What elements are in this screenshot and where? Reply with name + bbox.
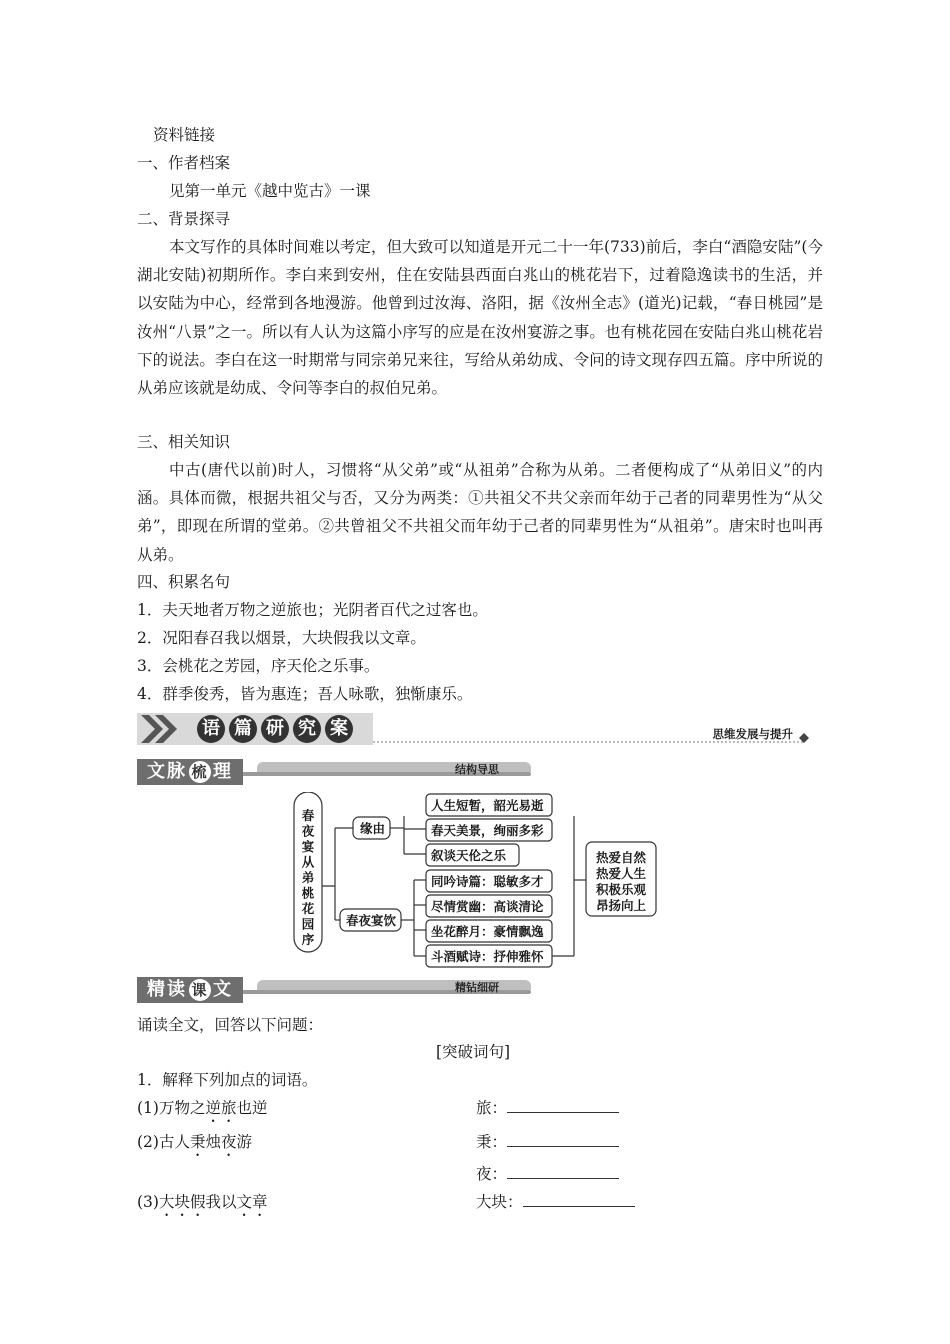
- banner-char: 篇: [229, 715, 257, 743]
- answer-blank[interactable]: [507, 1130, 619, 1147]
- quote-2: 2．况阳春召我以烟景，大块假我以文章。: [137, 629, 426, 647]
- mindmap-root-char: 弟: [301, 870, 315, 885]
- mindmap-summary: 热爱人生: [596, 866, 647, 881]
- banner-char: 语: [197, 715, 225, 743]
- answer-blank[interactable]: [507, 1162, 619, 1179]
- wenmai-post: 理: [213, 761, 233, 782]
- item-2-answer-2: 夜：: [476, 1160, 619, 1188]
- item-2: (2)古人秉烛夜游: [137, 1133, 253, 1151]
- section-title: 资料链接: [153, 126, 216, 144]
- item-3: (3)大块假我以文章: [137, 1193, 268, 1211]
- mindmap-root-char: 宴: [301, 839, 315, 854]
- quote-4: 4．群季俊秀，皆为惠连；吾人咏歌，独惭康乐。: [137, 685, 473, 703]
- mindmap-leaf: 坐花醉月：豪情飘逸: [431, 924, 544, 939]
- mindmap-leaf: 同吟诗篇：聪敏多才: [431, 874, 544, 889]
- jingdu-header: [137, 976, 811, 1004]
- mindmap-leaf: 人生短暂，韶光易逝: [431, 798, 544, 813]
- wenmai-sub: 结构导思: [455, 763, 499, 776]
- mindmap-root-char: 桃: [301, 885, 315, 901]
- mindmap-summary: 积极乐观: [596, 882, 647, 897]
- heading-knowledge: 三、相关知识: [137, 433, 231, 451]
- mindmap-branch-2: 春夜宴饮: [346, 913, 397, 928]
- heading-background: 二、背景探寻: [137, 210, 231, 228]
- jingdu-circle: 课: [189, 979, 211, 1001]
- heading-quotes: 四、积累名句: [137, 573, 231, 591]
- mindmap-boxes: [280, 792, 700, 982]
- mindmap-root-char: 园: [301, 916, 315, 932]
- answer-blank[interactable]: [507, 1096, 619, 1113]
- jingdu-post: 文: [213, 979, 233, 1000]
- mindmap-leaf: 叙谈天伦之乐: [431, 848, 507, 863]
- jingdu-sub: 精钻细研: [455, 981, 499, 994]
- mindmap-summary: 昂扬向上: [596, 898, 647, 913]
- item-3-answer: 大块：: [476, 1188, 635, 1216]
- wenmai-header: [137, 758, 811, 786]
- subheading: [突破词句]: [436, 1043, 511, 1061]
- knowledge-paragraph: 中古(唐代以前)时人，习惯将“从父弟”或“从祖弟”合称为从弟。二者便构成了“从弟旧义”的内涵。具体而微，根据共祖父与否，又分为两类：①共祖父不共父亲而年幼于己者的同辈男性为“从父弟”，即现在所谓的堂弟。②共曾祖父不共祖父而年幼于己者的同辈男性为“从祖弟”。唐宋时也叫再从弟。: [137, 461, 823, 564]
- jingdu-pre: 精读: [147, 979, 187, 1000]
- mindmap-root-char: 从: [301, 854, 315, 870]
- quote-1: 1．夫天地者万物之逆旅也；光阴者百代之过客也。: [137, 601, 488, 619]
- background-paragraph: 本文写作的具体时间难以考定，但大致可以知道是开元二十一年(733)前后，李白“酒隐安陆”(今湖北安陆)初期所作。李白来到安州，住在安陆县西面白兆山的桃花岩下，过着隐逸读书的生活，并以安陆为中心，经常到各地漫游。他曾到过汝海、洛阳，据《汝州全志》(道光)记载，“春日桃园”是汝州“八景”之一。所以有人认为这篇小序写的应是在汝州宴游之事。也有桃花园在安陆白兆山桃花岩下的说法。李白在这一时期常与同宗弟兄来往，写给从弟幼成、令问的诗文现存四五篇。序中所说的从弟应该就是幼成、令问等李白的叔伯兄弟。: [137, 238, 823, 398]
- banner-char: 研: [261, 715, 289, 743]
- mindmap-root-char: 序: [301, 932, 315, 947]
- heading-author: 一、作者档案: [137, 154, 231, 172]
- banner-char: 案: [325, 715, 353, 743]
- item-2-answer: 秉：: [476, 1128, 619, 1156]
- mindmap-root-char: 春: [301, 808, 315, 823]
- mindmap-leaf: 尽情赏幽：高谈清论: [431, 899, 544, 914]
- quote-3: 3．会桃花之芳园，序天伦之乐事。: [137, 657, 380, 675]
- item-1: (1)万物之逆旅也逆: [137, 1099, 268, 1117]
- mindmap-branch-1: 缘由: [360, 821, 386, 836]
- wenmai-circle: 梳: [189, 761, 211, 783]
- mindmap-leaf: 斗酒赋诗：抒伸雅怀: [431, 949, 544, 964]
- author-body: 见第一单元《越中览古》一课: [169, 182, 371, 200]
- instruction: 诵读全文，回答以下问题：: [137, 1016, 324, 1034]
- question-1: 1．解释下列加点的词语。: [137, 1071, 318, 1089]
- wenmai-badge: [137, 759, 243, 785]
- banner-title: [197, 715, 353, 743]
- section-banner: [137, 712, 811, 746]
- mindmap-root-char: 夜: [301, 823, 315, 839]
- banner-right-label: 思维发展与提升: [712, 727, 793, 741]
- mindmap-leaf: 春天美景，绚丽多彩: [431, 823, 544, 838]
- mindmap-root-char: 花: [301, 901, 315, 916]
- diamond-icon: [799, 733, 809, 743]
- mindmap-summary: 热爱自然: [596, 850, 647, 865]
- item-1-answer: 旅：: [476, 1094, 619, 1122]
- mindmap-root: [301, 808, 315, 947]
- banner-char: 究: [293, 715, 321, 743]
- answer-blank[interactable]: [523, 1190, 635, 1207]
- jingdu-badge: [137, 977, 243, 1003]
- wenmai-pre: 文脉: [147, 761, 187, 782]
